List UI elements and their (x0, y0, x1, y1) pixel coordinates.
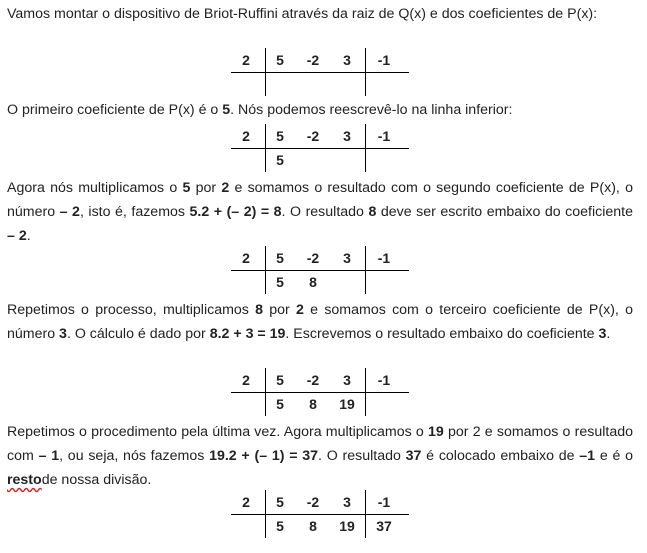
text: e somamos o resultado com o segundo coeficiente de P(x), o número (7, 180, 633, 220)
bold-text: 2 (296, 302, 304, 318)
text: por 2 e somamos o resultado com (7, 424, 634, 464)
bold-text: 2 (221, 180, 230, 196)
paragraph-step-2 (7, 176, 633, 248)
result-cell: 5 (276, 274, 284, 290)
result-cell: 5 (276, 396, 284, 412)
text: . Nós podemos reescrevê-lo na linha inferior: (230, 102, 513, 118)
table-divider (365, 48, 366, 96)
text: deve ser escrito embaixo do coeficiente (376, 204, 633, 220)
result-cell: 19 (339, 518, 355, 534)
briot-ruffini-table-1 (231, 48, 411, 96)
coef-cell: -1 (377, 494, 391, 510)
bold-text: 19.2 + (– 1) = 37 (209, 448, 319, 464)
result-cell: 5 (276, 518, 284, 534)
result-cell: 37 (376, 518, 392, 534)
bold-text: –1 (579, 448, 596, 464)
result-cell: 8 (309, 518, 317, 534)
coef-cell: 5 (276, 250, 284, 266)
text: e somamos com o terceiro coeficiente de P(x), o número (7, 302, 634, 342)
text: . O resultado (281, 204, 369, 220)
coef-cell: -1 (377, 372, 391, 388)
bold-text: 3 (59, 326, 67, 342)
text: . (606, 326, 611, 342)
result-cell (332, 148, 362, 172)
text: . O cálculo é dado por (66, 326, 210, 342)
briot-ruffini-table-3 (231, 246, 411, 294)
bold-text: – 2 (59, 204, 80, 220)
coef-cell: -1 (377, 250, 391, 266)
table-divider (365, 246, 366, 294)
coef-cell: -2 (306, 52, 320, 68)
root-cell: 2 (242, 494, 250, 510)
bold-text: 37 (405, 448, 422, 464)
coef-cell: 3 (343, 250, 351, 266)
coef-cell: 3 (343, 494, 351, 510)
root-cell: 2 (242, 250, 250, 266)
coef-cell: 3 (343, 52, 351, 68)
root-cell: 2 (242, 372, 250, 388)
result-cell: 19 (339, 396, 355, 412)
text: Repetimos o processo, multiplicamos (7, 302, 256, 318)
bold-text: 5 (182, 180, 191, 196)
text: O primeiro coeficiente de P(x) é o (7, 102, 223, 118)
result-cell (298, 148, 328, 172)
briot-ruffini-table-5 (231, 490, 411, 538)
result-cell: 8 (309, 396, 317, 412)
bold-text: 19 (428, 424, 444, 440)
bold-text-resto: resto (7, 472, 42, 488)
result-cell: 8 (309, 274, 317, 290)
result-cell (298, 72, 328, 96)
coef-cell: 3 (343, 372, 351, 388)
text: é colocado embaixo de (421, 448, 580, 464)
result-cell (369, 392, 399, 416)
root-cell: 2 (242, 52, 250, 68)
bold-text: 5 (222, 102, 231, 118)
result-cell (369, 270, 399, 294)
text: de nossa divisão. (41, 472, 152, 488)
result-cell: 5 (276, 152, 284, 168)
table-divider (365, 490, 366, 538)
text: , ou seja, nós fazemos (59, 448, 210, 464)
coef-cell: -2 (306, 372, 320, 388)
result-cell (265, 72, 295, 96)
paragraph-step-1 (7, 98, 633, 122)
text: Agora nós multiplicamos o (7, 180, 183, 196)
text: Repetimos o procedimento pela última vez. Agora multiplicamos o (7, 424, 429, 440)
bold-text: 5.2 + (– 2) = 8 (189, 204, 282, 220)
bold-text: – 2 (7, 228, 27, 244)
coef-cell: 5 (276, 52, 284, 68)
text: Vamos montar o dispositivo de Briot-Ruffini através da raiz de Q(x) e dos coeficientes de P(x): (7, 6, 598, 22)
coef-cell: -1 (377, 52, 391, 68)
text: . Escrevemos o resultado embaixo do coeficiente (285, 326, 599, 342)
result-cell (369, 148, 399, 172)
coef-cell: -2 (306, 128, 320, 144)
coef-cell: -2 (306, 250, 320, 266)
coef-cell: -1 (377, 128, 391, 144)
paragraph-step-3 (7, 298, 633, 346)
bold-text: – 1 (38, 448, 60, 464)
coef-cell: 5 (276, 128, 284, 144)
paragraph-intro (7, 2, 633, 26)
coef-cell: -2 (306, 494, 320, 510)
result-cell (332, 72, 362, 96)
paragraph-step-4 (7, 420, 633, 492)
text: por (190, 180, 222, 196)
briot-ruffini-table-2 (231, 124, 411, 172)
text: por (263, 302, 297, 318)
bold-text: 8 (255, 302, 264, 318)
text: . O resultado (318, 448, 406, 464)
coef-cell: 5 (276, 494, 284, 510)
bold-text: 3 (598, 326, 607, 342)
result-cell (332, 270, 362, 294)
table-divider (365, 368, 366, 416)
coef-cell: 3 (343, 128, 351, 144)
table-divider (365, 124, 366, 172)
bold-text: 8.2 + 3 = 19 (209, 326, 286, 342)
briot-ruffini-table-4 (231, 368, 411, 416)
coef-cell: 5 (276, 372, 284, 388)
text: e é o (595, 448, 633, 464)
bold-text: 8 (368, 204, 377, 220)
text: . (26, 228, 31, 244)
result-cell (369, 72, 399, 96)
root-cell: 2 (242, 128, 250, 144)
text: , isto é, fazemos (79, 204, 190, 220)
